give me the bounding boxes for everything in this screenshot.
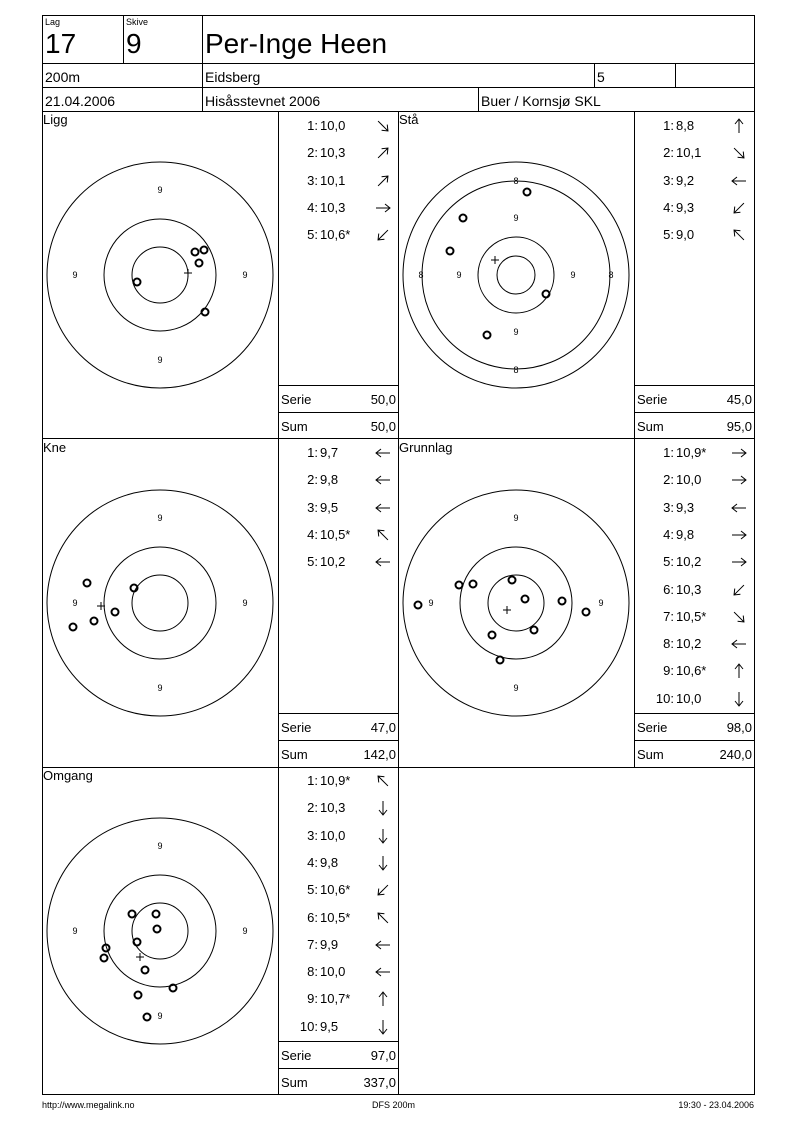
direction-arrow-icon: [374, 444, 392, 462]
shot-number: 10:: [299, 1018, 318, 1034]
ring-label: 9: [513, 213, 519, 223]
shot-number: 9:: [307, 991, 318, 1007]
shot-number: 2:: [663, 145, 674, 161]
ring-label: 9: [72, 598, 78, 608]
sum-label: Sum: [281, 419, 308, 434]
shot-hole: [415, 602, 422, 609]
series-title: Kne: [43, 440, 67, 455]
ring-label: 9: [242, 926, 248, 936]
shot-score: 9,8: [320, 472, 339, 488]
ring-label: 9: [157, 185, 163, 195]
serie-value: 50,0: [370, 392, 396, 407]
class: 5: [597, 69, 605, 85]
distance-cell: [42, 63, 203, 88]
skive-number: 9: [126, 28, 142, 59]
shot-score: 10,2: [676, 636, 702, 652]
serie-label: Serie: [637, 720, 668, 735]
shot-score: 10,6*: [676, 663, 707, 679]
direction-arrow-icon: [374, 553, 392, 571]
skive-label: Skive: [126, 17, 149, 27]
ring-label: 9: [72, 926, 78, 936]
direction-arrow-icon: [374, 799, 392, 817]
shot-number: 8:: [307, 964, 318, 980]
direction-arrow-icon: [374, 772, 392, 790]
shot-score: 10,3: [320, 199, 346, 215]
series-title: Ligg: [43, 112, 68, 127]
center-mark: [136, 953, 144, 961]
shot-score: 10,3: [676, 581, 702, 597]
direction-arrow-icon: [730, 226, 748, 244]
shooter-name: Per-Inge Heen: [205, 28, 388, 59]
shot-hole: [531, 627, 538, 634]
ring-label: 9: [513, 513, 519, 523]
class-cell: [594, 63, 676, 88]
direction-arrow-icon: [374, 172, 392, 190]
ring-label: 9: [72, 270, 78, 280]
direction-arrow-icon: [374, 144, 392, 162]
club-cell: [478, 87, 755, 112]
shot-number: 1:: [307, 118, 318, 133]
direction-arrow-icon: [730, 690, 748, 708]
shot-number: 1:: [663, 118, 674, 133]
serie-label: Serie: [281, 392, 312, 407]
direction-arrow-icon: [730, 581, 748, 599]
ring-label: 8: [513, 365, 519, 375]
ring-label: 9: [242, 270, 248, 280]
serie-label: Serie: [637, 392, 668, 407]
shot-hole: [154, 926, 161, 933]
shot-score: 10,0: [676, 690, 702, 706]
ring-label: 9: [456, 270, 462, 280]
direction-arrow-icon: [730, 662, 748, 680]
panel-empty: [398, 767, 755, 1095]
series-title: Stå: [399, 112, 419, 127]
shot-number: 2:: [307, 800, 318, 816]
direction-arrow-icon: [730, 199, 748, 217]
direction-arrow-icon: [374, 471, 392, 489]
shot-number: 3:: [307, 827, 318, 843]
shot-number: 8:: [663, 636, 674, 652]
shot-score: 9,3: [676, 199, 695, 215]
shot-score: 10,6*: [320, 227, 351, 243]
shot-score: 10,5*: [320, 526, 351, 542]
shot-number: 4:: [307, 526, 318, 542]
shot-number: 6:: [663, 581, 674, 597]
shot-number: 1:: [307, 445, 318, 460]
ring-label: 9: [513, 683, 519, 693]
shot-hole: [142, 967, 149, 974]
direction-arrow-icon: [374, 881, 392, 899]
distance: 200m: [45, 69, 81, 85]
direction-arrow-icon: [374, 199, 392, 217]
shot-hole: [192, 249, 199, 256]
shot-score: 8,8: [676, 118, 695, 133]
shot-hole: [509, 577, 516, 584]
date: 21.04.2006: [45, 93, 116, 109]
shot-number: 2:: [663, 472, 674, 488]
footer-program: DFS 200m: [372, 1100, 416, 1110]
target-kne: [46, 489, 275, 718]
target-staa: [402, 161, 631, 390]
shot-score: 9,2: [676, 172, 695, 188]
shot-number: 7:: [663, 608, 674, 624]
shot-hole: [101, 955, 108, 962]
shot-hole: [201, 247, 208, 254]
shot-number: 5:: [663, 554, 674, 570]
shot-hole: [144, 1014, 151, 1021]
shot-score: 10,0: [320, 118, 346, 133]
direction-arrow-icon: [374, 963, 392, 981]
ring-label: 9: [157, 355, 163, 365]
direction-arrow-icon: [730, 117, 748, 135]
footer-timestamp: 19:30 - 23.04.2006: [678, 1100, 754, 1110]
sum-value: 240,0: [719, 747, 752, 762]
serie-value: 97,0: [370, 1048, 396, 1063]
direction-arrow-icon: [374, 526, 392, 544]
shot-score: 10,1: [676, 145, 702, 161]
shot-score: 9,0: [676, 227, 695, 243]
serie-value: 98,0: [726, 720, 752, 735]
shot-hole: [484, 332, 491, 339]
shot-hole: [70, 624, 77, 631]
serie-label: Serie: [281, 1048, 312, 1063]
direction-arrow-icon: [730, 608, 748, 626]
shot-hole: [134, 279, 141, 286]
direction-arrow-icon: [374, 1018, 392, 1036]
serie-value: 45,0: [726, 392, 752, 407]
sum-label: Sum: [637, 747, 664, 762]
center-mark: [491, 256, 499, 264]
shot-score: 9,8: [320, 854, 339, 870]
shot-score: 10,7*: [320, 991, 351, 1007]
lag-cell: [42, 15, 124, 64]
ring-label: 9: [570, 270, 576, 280]
center-mark: [184, 269, 192, 277]
shot-hole: [112, 609, 119, 616]
date-cell: [42, 87, 203, 112]
ring-label: 9: [157, 513, 163, 523]
direction-arrow-icon: [730, 526, 748, 544]
series-title: Grunnlag: [399, 440, 453, 455]
shot-hole: [153, 911, 160, 918]
shot-number: 5:: [307, 882, 318, 898]
ring-label: 9: [428, 598, 434, 608]
shot-score: 9,7: [320, 445, 339, 460]
series-title: Omgang: [43, 768, 93, 783]
direction-arrow-icon: [730, 635, 748, 653]
ring-label: 9: [157, 1011, 163, 1021]
ring-label: 9: [513, 327, 519, 337]
footer-url[interactable]: http://www.megalink.no: [42, 1100, 135, 1110]
shot-score: 9,9: [320, 936, 339, 952]
event-name: Hisåsstevnet 2006: [205, 93, 321, 109]
shot-number: 10:: [655, 690, 674, 706]
shot-score: 9,5: [320, 1018, 339, 1034]
shot-hole: [583, 609, 590, 616]
serie-label: Serie: [281, 720, 312, 735]
shot-score: 10,5*: [320, 909, 351, 925]
shot-number: 2:: [307, 472, 318, 488]
shot-score: 10,9*: [320, 773, 351, 788]
shot-number: 5:: [663, 227, 674, 243]
center-mark: [503, 606, 511, 614]
ring-label: 9: [157, 841, 163, 851]
shot-hole: [522, 596, 529, 603]
shot-number: 9:: [663, 663, 674, 679]
direction-arrow-icon: [730, 553, 748, 571]
shot-number: 3:: [307, 499, 318, 515]
lag-label: Lag: [45, 17, 61, 27]
sum-label: Sum: [281, 747, 308, 762]
shot-number: 4:: [663, 526, 674, 542]
shot-score: 10,5*: [676, 608, 707, 624]
shot-hole: [497, 657, 504, 664]
empty-cell: [675, 63, 755, 88]
shot-hole: [84, 580, 91, 587]
shot-hole: [456, 582, 463, 589]
shot-number: 7:: [307, 936, 318, 952]
shot-number: 1:: [663, 445, 674, 460]
shot-score: 10,0: [320, 964, 346, 980]
shot-hole: [470, 581, 477, 588]
shot-hole: [196, 260, 203, 267]
target-omgang: [46, 817, 275, 1046]
direction-arrow-icon: [374, 117, 392, 135]
direction-arrow-icon: [374, 854, 392, 872]
shot-hole: [447, 248, 454, 255]
shot-score: 10,3: [320, 800, 346, 816]
shot-score: 10,2: [676, 554, 702, 570]
shot-score: 10,9*: [676, 445, 707, 460]
shot-hole: [91, 618, 98, 625]
shot-score: 10,0: [320, 827, 346, 843]
shooter-cell: [202, 15, 755, 64]
direction-arrow-icon: [374, 909, 392, 927]
shot-score: 10,2: [320, 554, 346, 570]
lag-number: 17: [45, 28, 77, 59]
skive-cell: [123, 15, 203, 64]
direction-arrow-icon: [374, 226, 392, 244]
shot-number: 4:: [307, 854, 318, 870]
direction-arrow-icon: [374, 990, 392, 1008]
shot-score: 9,8: [676, 526, 695, 542]
club: Buer / Kornsjø SKL: [481, 93, 601, 109]
direction-arrow-icon: [730, 499, 748, 517]
ring-label: 8: [608, 270, 614, 280]
ring-label: 9: [242, 598, 248, 608]
shot-hole: [129, 911, 136, 918]
shot-hole: [524, 189, 531, 196]
direction-arrow-icon: [374, 499, 392, 517]
ring-label: 8: [418, 270, 424, 280]
shot-number: 6:: [307, 909, 318, 925]
shot-score: 9,3: [676, 499, 695, 515]
sum-value: 337,0: [363, 1075, 396, 1090]
event-cell: [202, 87, 479, 112]
ring-label: 9: [157, 683, 163, 693]
club-short-cell: [202, 63, 595, 88]
direction-arrow-icon: [730, 471, 748, 489]
direction-arrow-icon: [374, 827, 392, 845]
sum-value: 95,0: [726, 419, 752, 434]
sum-label: Sum: [281, 1075, 308, 1090]
target-grunnlag: [402, 489, 631, 718]
shot-number: 3:: [307, 172, 318, 188]
shot-number: 2:: [307, 145, 318, 161]
shot-score: 10,0: [676, 472, 702, 488]
ring-label: 8: [513, 176, 519, 186]
serie-value: 47,0: [370, 720, 396, 735]
shot-hole: [460, 215, 467, 222]
direction-arrow-icon: [374, 936, 392, 954]
shot-number: 3:: [663, 499, 674, 515]
sum-value: 50,0: [370, 419, 396, 434]
shot-score: 10,3: [320, 145, 346, 161]
shot-number: 4:: [663, 199, 674, 215]
club-short: Eidsberg: [205, 69, 261, 85]
direction-arrow-icon: [730, 444, 748, 462]
shot-number: 3:: [663, 172, 674, 188]
shot-number: 5:: [307, 554, 318, 570]
shot-number: 1:: [307, 773, 318, 788]
shot-score: 9,5: [320, 499, 339, 515]
direction-arrow-icon: [730, 172, 748, 190]
shot-score: 10,1: [320, 172, 346, 188]
shot-number: 4:: [307, 199, 318, 215]
direction-arrow-icon: [730, 144, 748, 162]
shot-hole: [135, 992, 142, 999]
shot-number: 5:: [307, 227, 318, 243]
shot-score: 10,6*: [320, 882, 351, 898]
sum-value: 142,0: [363, 747, 396, 762]
sum-label: Sum: [637, 419, 664, 434]
shot-hole: [559, 598, 566, 605]
ring-label: 9: [598, 598, 604, 608]
shot-hole: [489, 632, 496, 639]
target-ligg: [46, 161, 275, 390]
